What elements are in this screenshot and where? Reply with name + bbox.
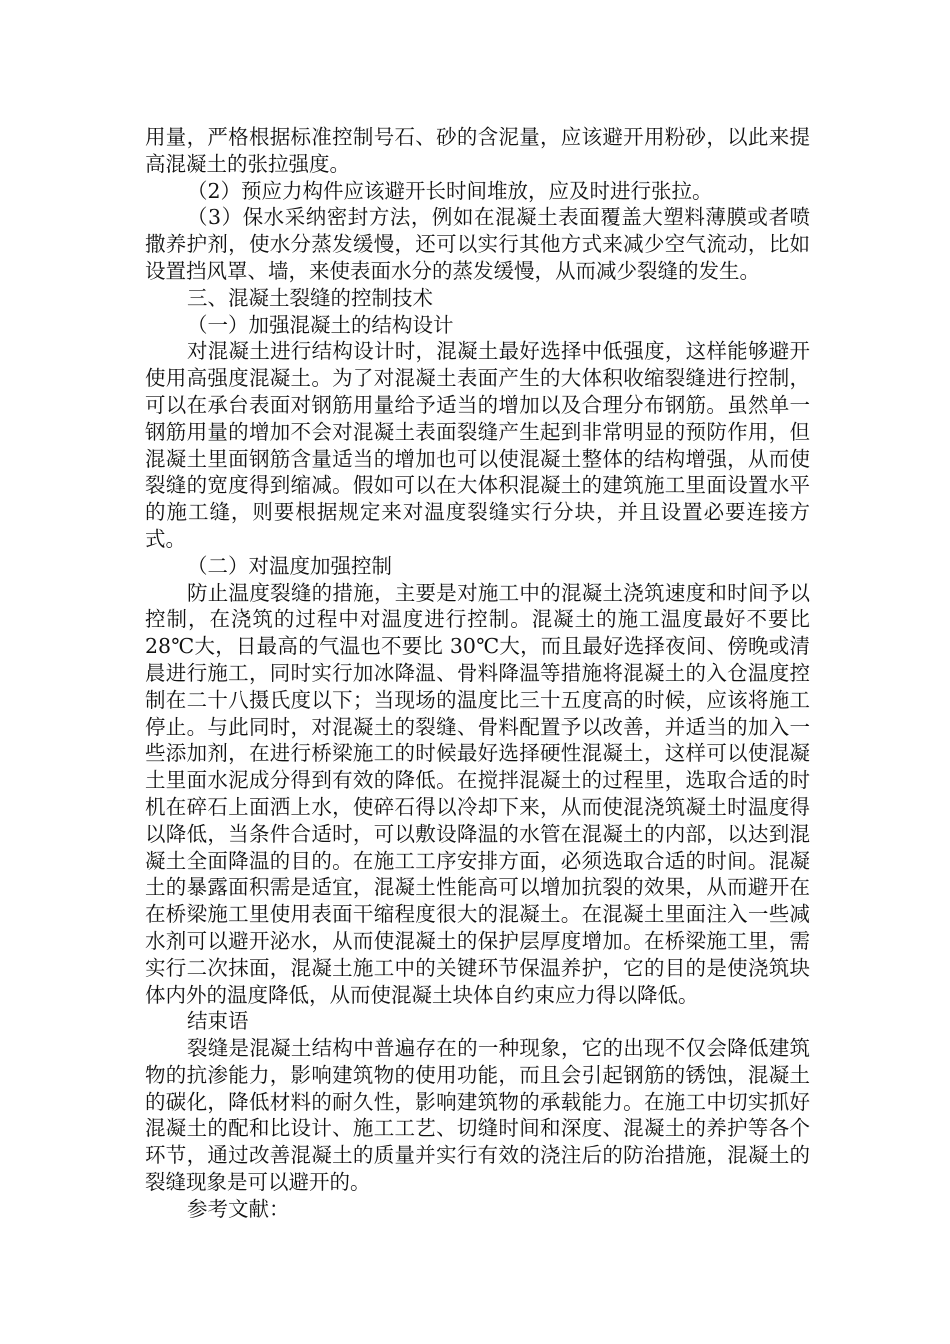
references-heading: 参考文献： <box>187 1196 290 1221</box>
list-item-2: （2）预应力构件应该避开长时间堆放，应及时进行张拉。 <box>187 178 713 203</box>
paragraph-conclusion: 裂缝是混凝土结构中普遍存在的一种现象，它的出现不仅会降低建筑物的抗渗能力，影响建筑物的使用功能，而且会引起钢筋的锈蚀，混凝土的碳化，降低材料的耐久性，影响建筑物的承载能力。在施工中切实抓好混凝土的配和比设计、施工工艺、切缝时间和深度、混凝土的养护等各个环节，通过改善混凝土的质量并实行有效的浇注后的防治措施，混凝土的裂缝现象是可以避开的。 <box>145 1036 810 1195</box>
subsection-heading-2: （二）对温度加强控制 <box>187 553 392 578</box>
list-item-3: （3）保水采纳密封方法，例如在混凝土表面覆盖大塑料薄膜或者喷撒养护剂，使水分蒸发缓慢，还可以实行其他方式来减少空气流动，比如设置挡风罩、墙，来使表面水分的蒸发缓慢，从而减少裂缝的发生。 <box>145 205 810 283</box>
document-body <box>145 124 810 1223</box>
subsection-heading-1: （一）加强混凝土的结构设计 <box>187 312 454 337</box>
paragraph-structure-design: 对混凝土进行结构设计时，混凝土最好选择中低强度，这样能够避开使用高强度混凝土。为了对混凝土表面产生的大体积收缩裂缝进行控制，可以在承台表面对钢筋用量给予适当的增加以及合理分布钢筋。虽然单一钢筋用量的增加不会对混凝土表面裂缝产生起到非常明显的预防作用，但混凝土里面钢筋含量适当的增加也可以使混凝土整体的结构增强，从而使裂缝的宽度得到缩减。假如可以在大体积混凝土的建筑施工里面设置水平的施工缝，则要根据规定来对温度裂缝实行分块，并且设置必要连接方式。 <box>145 339 810 551</box>
paragraph-temperature-control: 防止温度裂缝的措施，主要是对施工中的混凝土浇筑速度和时间予以控制，在浇筑的过程中对温度进行控制。混凝土的施工温度最好不要比 28℃大，日最高的气温也不要比 30℃大，而且最好选择夜间、傍晚或清晨进行施工，同时实行加冰降温、骨料降温等措施将混凝土的入仓温度控制在二十八摄氏度以下；当现场的温度比三十五度高的时候，应该将施工停止。与此同时，对混凝土的裂缝、骨料配置予以改善，并适当的加入一些添加剂，在进行桥梁施工的时候最好选择硬性混凝土，这样可以使混凝土里面水泥成分得到有效的降低。在搅拌混凝土的过程里，选取合适的时机在碎石上面洒上水，使碎石得以冷却下来，从而使混浇筑凝土时温度得以降低，当条件合适时，可以敷设降温的水管在混凝土的内部，以达到混凝土全面降温的目的。在施工工序安排方面，必须选取合适的时间。混凝土的暴露面积需是适宜，混凝土性能高可以增加抗裂的效果，从而避开在在桥梁施工里使用表面干缩程度很大的混凝土。在混凝土里面注入一些减水剂可以避开泌水，从而使混凝土的保护层厚度增加。在桥梁施工里，需实行二次抹面，混凝土施工中的关键环节保温养护，它的目的是使浇筑块体内外的温度降低，从而使混凝土块体自约束应力得以降低。 <box>145 580 810 1007</box>
paragraph-continued: 用量，严格根据标准控制号石、砂的含泥量，应该避开用粉砂，以此来提高混凝土的张拉强度。 <box>145 125 810 176</box>
conclusion-heading: 结束语 <box>187 1009 249 1034</box>
section-heading-3: 三、混凝土裂缝的控制技术 <box>187 285 433 310</box>
